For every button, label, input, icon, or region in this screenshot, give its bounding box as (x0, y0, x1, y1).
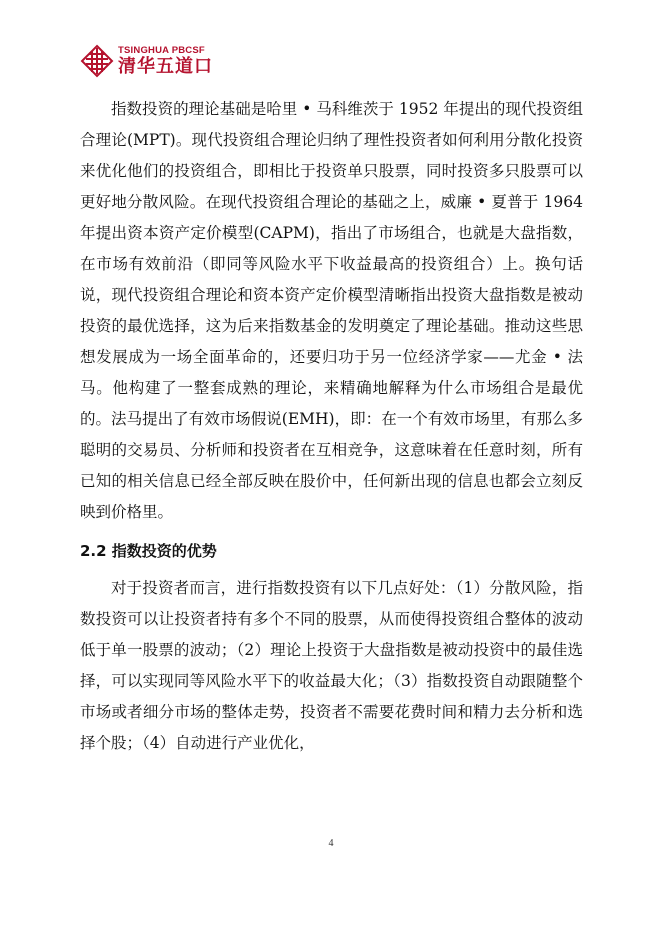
page-header (80, 44, 213, 78)
document-body (80, 94, 583, 759)
paragraph-index-investing-advantages: 对于投资者而言，进行指数投资有以下几点好处：（1）分散风险，指数投资可以让投资者持有多个不同的股票，从而使得投资组合整体的波动低于单一股票的波动；（2）理论上投资于大盘指数是被动投资中的最佳选择，可以实现同等风险水平下的收益最大化；（3）指数投资自动跟随整个市场或者细分市场的整体走势，投资者不需要花费时间和精力去分析和选择个股；（4）自动进行产业优化， (80, 579, 583, 752)
logo-english-name: TSINGHUA PBCSF (118, 45, 205, 57)
tsinghua-pbcsf-logo-icon (80, 44, 114, 78)
logo-chinese-name: 清华五道口 (118, 55, 213, 77)
section-heading: 2.2 指数投资的优势 (80, 542, 217, 560)
paragraph-index-investing-theory: 指数投资的理论基础是哈里 • 马科维茨于 1952 年提出的现代投资组合理论(MPT)。现代投资组合理论归纳了理性投资者如何利用分散化投资来优化他们的投资组合，即相比于投资单只股票，同时投资多只股票可以更好地分散风险。在现代投资组合理论的基础之上，威廉 • 夏普于 1964 年提出资本资产定价模型(CAPM)，指出了市场组合，也就是大盘指数，在市场有效前沿（即同等风险水平下收益最高的投资组合）上。换句话说，现代投资组合理论和资本资产定价模型清晰指出投资大盘指数是被动投资的最优选择，这为后来指数基金的发明奠定了理论基础。推动这些思想发展成为一场全面革命的，还要归功于另一位经济学家——尤金 • 法马。他构建了一整套成熟的理论，来精确地解释为什么市场组合是最优的。法马提出了有效市场假说(EMH)，即：在一个有效市场里，有那么多聪明的交易员、分析师和投资者在互相竞争，这意味着在任意时刻，所有已知的相关信息已经全部反映在股价中，任何新出现的信息也都会立刻反映到价格里。 (80, 100, 583, 521)
page-number: 4 (328, 838, 334, 849)
logo-text (118, 46, 213, 76)
